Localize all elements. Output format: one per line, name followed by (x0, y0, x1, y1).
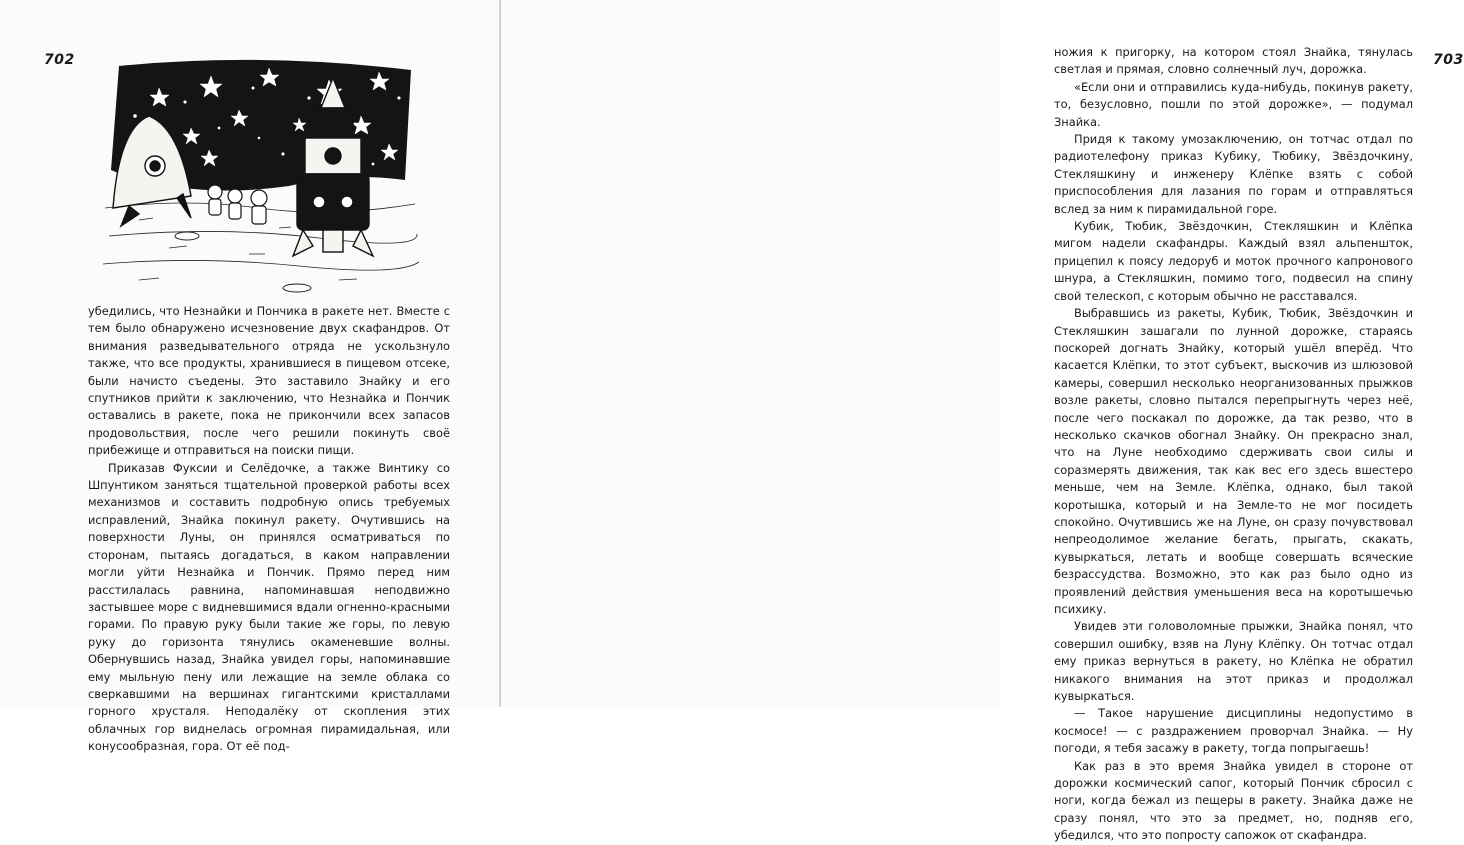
left-paragraph-1: убедились, что Незнайки и Пончика в ракете нет. Вместе с тем было обнаружено исчезновение двух скафандров. От внимания разведывательного отряда не ускользнуло также, что все продукты, хранившиеся в пищевом отсеке, были начисто съедены. Это заставило Знайку и его спутников прийти к заключению, что Незнайка и Пончик оставались в ракете, пока не прикончили всех запасов продовольствия, после чего решили покинуть своё прибежище и отправиться на поиски пищи. (88, 304, 450, 458)
left-page (0, 0, 500, 754)
right-paragraph-1: ножия к пригорку, на котором стоял Знайка, тянулась светлая и прямая, словно солнечный луч, дорожка. (1054, 45, 1413, 77)
right-page (501, 0, 1464, 843)
right-text-column (1054, 44, 1413, 845)
left-text-column (88, 303, 450, 756)
left-page-number: 702 (44, 52, 75, 68)
right-paragraph-2: «Если они и отправились куда-нибудь, покинув ракету, то, безусловно, пошли по этой дорожке», — подумал Знайка. (1054, 79, 1413, 129)
moon-rocket-illustration-icon (99, 58, 421, 298)
right-paragraph-8: Как раз в это время Знайка увидел в стороне от дорожки космический сапог, который Пончик сбросил с ноги, когда бежал из пещеры в ракету. Знайка даже не сразу понял, что это за предмет, но, подняв его, убедился, что это попросту сапожок от скафандра. (1054, 758, 1413, 843)
right-paragraph-4: Кубик, Тюбик, Звёздочкин, Стекляшкин и Клёпка мигом надели скафандры. Каждый взял альпеншток, прицепил к поясу ледоруб и моток прочного капронового шнура, а Стекляшкин, помимо того, подвесил на спину свой телескоп, с которым обычно не расставался. (1054, 219, 1413, 303)
right-paragraph-6: Увидев эти головоломные прыжки, Знайка понял, что совершил ошибку, взяв на Луну Клёпку. Он тотчас отдал ему приказ вернуться в ракету, но Клёпка не обратил никакого внимания на этот приказ и продолжал кувыркаться. (1054, 619, 1413, 704)
right-page-number: 703 (1433, 52, 1464, 68)
left-paragraph-2: Приказав Фуксии и Селёдочке, а также Винтику со Шпунтиком заняться тщательной проверкой работы всех механизмов и составить подробную опись требуемых исправлений, Знайка покинул ракету. Очутившись на поверхности Луны, он принялся осматриваться по сторонам, пытаясь догадаться, в каком направлении могли уйти Незнайка и Пончик. Прямо перед ним расстилалась равнина, напоминавшая неподвижно застывшее море с видневшимися вдали огненно-красными горами. По правую руку были такие же горы, по левую руку до горизонта тянулись окаменевшие волны. Обернувшись назад, Знайка увидел горы, напоминавшие ему мыльную пену или лежащие на земле облака со сверкавшими на вершинах гигантскими кристаллами горного хрусталя. Неподалёку от скопления этих облачных гор виднелась огромная пирамидальная, или конусообразная, гора. От её под- (88, 460, 450, 754)
right-paragraph-7: — Такое нарушение дисциплины недопустимо в космосе! — с раздражением проворчал Знайка. — Ну погоди, я тебя засажу в ракету, тогда попрыгаешь! (1054, 706, 1413, 756)
right-paragraph-5: Выбравшись из ракеты, Кубик, Тюбик, Звёздочкин и Стекляшкин зашагали по лунной дорожке, стараясь поскорей догнать Знайку, который ушёл вперёд. Что касается Клёпки, то этот субъект, выскочив из шлюзовой камеры, совершил несколько неорганизованных прыжков возле ракеты, словно пытался перепрыгнуть через неё, после чего поскакал по дорожке, да так резво, что в несколько скачков обогнал Знайку. Он прекрасно знал, что на Луне необходимо сдерживать свои силы и соразмерять движения, так как вес его здесь вшестеро меньше, чем на Земле. Клёпка, однако, был такой коротышка, который и на Земле-то не мог посидеть спокойно. Очутившись же на Луне, он сразу почувствовал непреодолимое желание бегать, прыгать, скакать, кувыркаться, летать и вообще совершать всяческие безрассудства. Возможно, это как раз было одно из проявлений действия уменьшения веса на коротышечью психику. (1054, 306, 1413, 616)
right-paragraph-3: Придя к такому умозаключению, он тотчас отдал по радиотелефону приказ Кубику, Тюбику, Звёздочкину, Стекляшкину и инженеру Клёпке взять с собой приспособления для лазания по горам и отправляться вслед за ним к пирамидальной горе. (1054, 132, 1413, 216)
